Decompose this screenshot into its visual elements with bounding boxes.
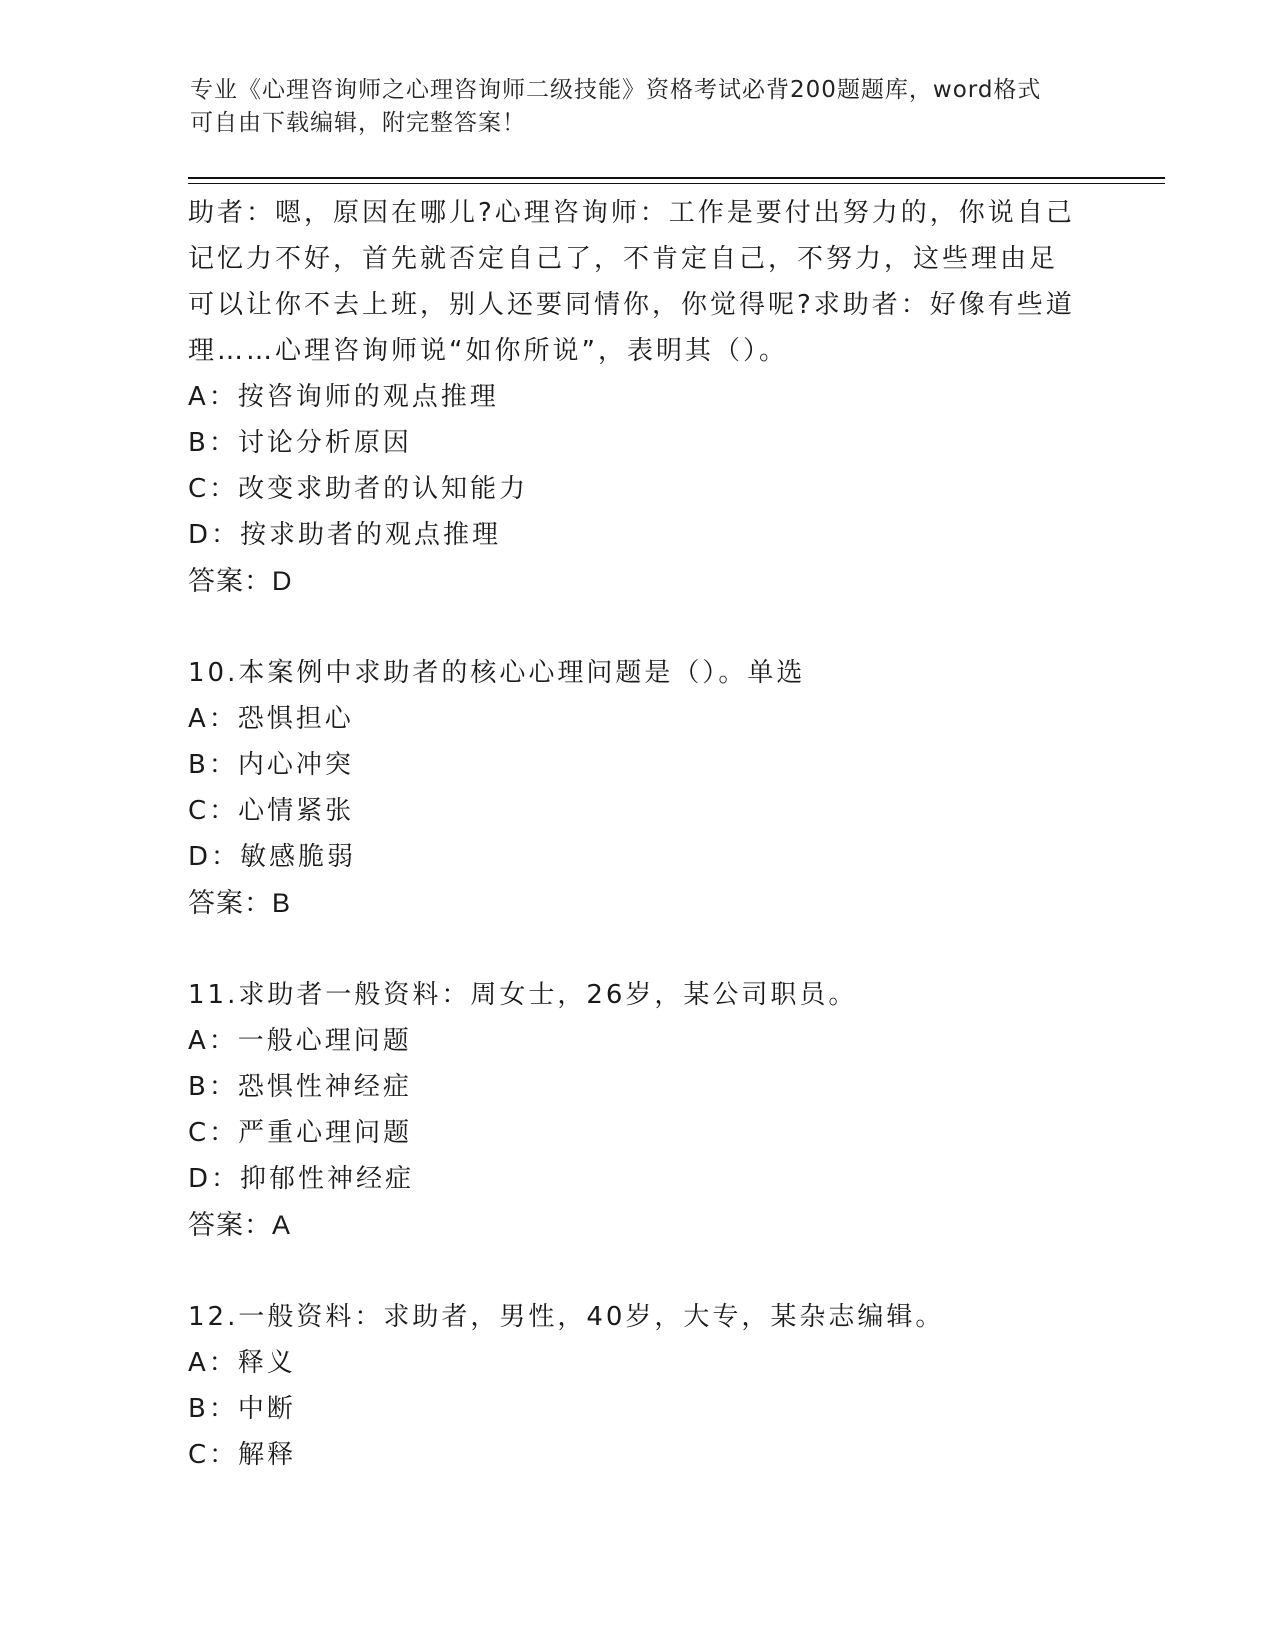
question-block-10 — [188, 650, 1088, 926]
header-title-line-1: 专业《心理咨询师之心理咨询师二级技能》资格考试必背200题题库，word格式 — [190, 77, 1042, 103]
spacer — [188, 926, 1088, 972]
option-b: B：内心冲突 — [188, 750, 354, 780]
question-stem-line: 助者：嗯，原因在哪儿?心理咨询师：工作是要付出努力的，你说自己 — [188, 198, 1075, 228]
question-block-12 — [188, 1294, 1088, 1478]
answer-label: 答案：B — [188, 888, 292, 918]
question-block-11 — [188, 972, 1088, 1248]
question-stem: 12.一般资料：求助者，男性，40岁，大专，某杂志编辑。 — [188, 1302, 945, 1332]
question-stem: 11.求助者一般资料：周女士，26岁，某公司职员。 — [188, 980, 858, 1010]
option-d: D：敏感脆弱 — [188, 842, 357, 872]
question-stem-line: 可以让你不去上班，别人还要同情你，你觉得呢?求助者：好像有些道 — [188, 290, 1075, 320]
option-d: D：抑郁性神经症 — [188, 1164, 415, 1194]
question-stem-line: 记忆力不好，首先就否定自己了，不肯定自己，不努力，这些理由足 — [188, 244, 1059, 274]
header-title-line-2: 可自由下载编辑，附完整答案！ — [190, 110, 526, 136]
option-c: C：严重心理问题 — [188, 1118, 413, 1148]
option-b: B：恐惧性神经症 — [188, 1072, 412, 1102]
option-c: C：解释 — [188, 1440, 297, 1470]
option-a: A：按咨询师的观点推理 — [188, 382, 499, 412]
header-divider-thin — [188, 183, 1165, 184]
spacer — [188, 1248, 1088, 1294]
option-a: A：释义 — [188, 1348, 296, 1378]
option-a: A：一般心理问题 — [188, 1026, 412, 1056]
answer-label: 答案：D — [188, 566, 293, 596]
question-stem: 10.本案例中求助者的核心心理问题是（）。单选 — [188, 658, 806, 688]
question-stem-line: 理……心理咨询师说“如你所说”，表明其（）。 — [188, 336, 788, 366]
answer-label: 答案：A — [188, 1210, 292, 1240]
spacer — [188, 604, 1088, 650]
option-b: B：中断 — [188, 1394, 296, 1424]
option-c: C：心情紧张 — [188, 796, 355, 826]
header-divider-thick — [188, 177, 1165, 179]
question-list — [188, 190, 1088, 1478]
option-a: A：恐惧担心 — [188, 704, 354, 734]
option-c: C：改变求助者的认知能力 — [188, 474, 529, 504]
option-d: D：按求助者的观点推理 — [188, 520, 502, 550]
question-block-9 — [188, 190, 1088, 604]
option-b: B：讨论分析原因 — [188, 428, 412, 458]
document-header — [190, 74, 1090, 140]
